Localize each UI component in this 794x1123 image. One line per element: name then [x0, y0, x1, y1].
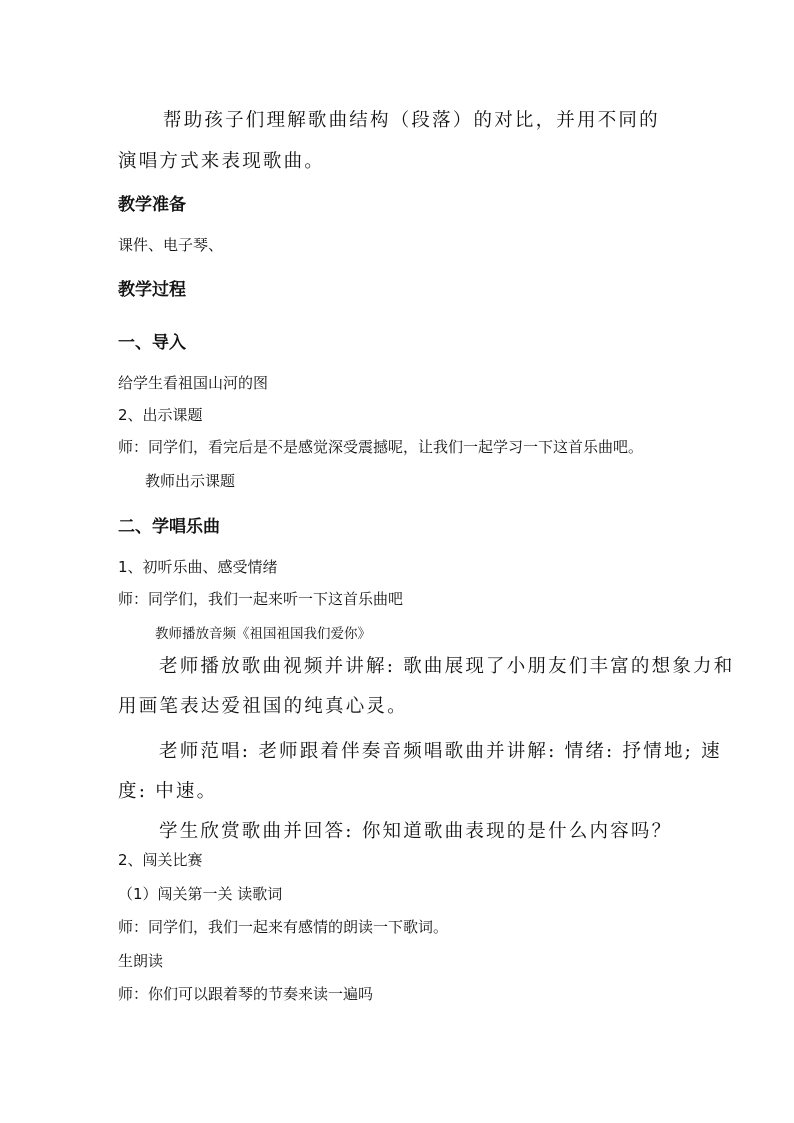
contest-line-1: 2、闯关比赛	[118, 851, 203, 869]
intro-line-2: 2、出示课题	[118, 406, 203, 424]
learn-paragraph-1-line-2: 用画笔表达爱祖国的纯真心灵。	[118, 696, 408, 717]
contest-line-3: 师：同学们，我们一起来有感情的朗读一下歌词。	[118, 918, 449, 936]
learn-paragraph-2-line-1: 老师范唱: 老师跟着伴奏音频唱歌曲并讲解: 情绪: 抒情地; 速	[159, 741, 722, 762]
learn-paragraph-2-line-2: 度: 中速。	[118, 781, 218, 802]
heading-teaching-preparation: 教学准备	[118, 195, 186, 215]
intro-line-1: 给学生看祖国山河的图	[118, 374, 269, 392]
heading-learn-song: 二、学唱乐曲	[118, 517, 220, 537]
learn-paragraph-3-line-1: 学生欣赏歌曲并回答: 你知道歌曲表现的是什么内容吗？	[159, 821, 673, 842]
contest-line-4: 生朗读	[118, 952, 164, 970]
learn-line-2: 师：同学们，我们一起来听一下这首乐曲吧	[118, 590, 404, 608]
learn-line-1: 1、初听乐曲、感受情绪	[118, 558, 278, 576]
intro-line-3: 师：同学们，看完后是不是感觉深受震撼呢，让我们一起学习一下这首乐曲吧。	[118, 438, 644, 456]
goal-paragraph-line-2: 演唱方式来表现歌曲。	[118, 151, 326, 172]
learn-line-3: 教师播放音频《祖国祖国我们爱你》	[155, 626, 371, 642]
heading-introduction: 一、导入	[118, 333, 186, 353]
contest-line-5: 师：你们可以跟着琴的节奏来读一遍吗	[118, 985, 374, 1003]
goal-paragraph-line-1: 帮助孩子们理解歌曲结构（段落）的对比，并用不同的	[163, 110, 660, 131]
learn-paragraph-1-line-1: 老师播放歌曲视频并讲解: 歌曲展现了小朋友们丰富的想象力和	[159, 656, 735, 677]
contest-line-2: （1）闯关第一关 读歌词	[118, 885, 283, 903]
preparation-items: 课件、电子琴、	[118, 236, 224, 254]
intro-line-4: 教师出示课题	[145, 472, 236, 490]
heading-teaching-process: 教学过程	[118, 280, 186, 300]
